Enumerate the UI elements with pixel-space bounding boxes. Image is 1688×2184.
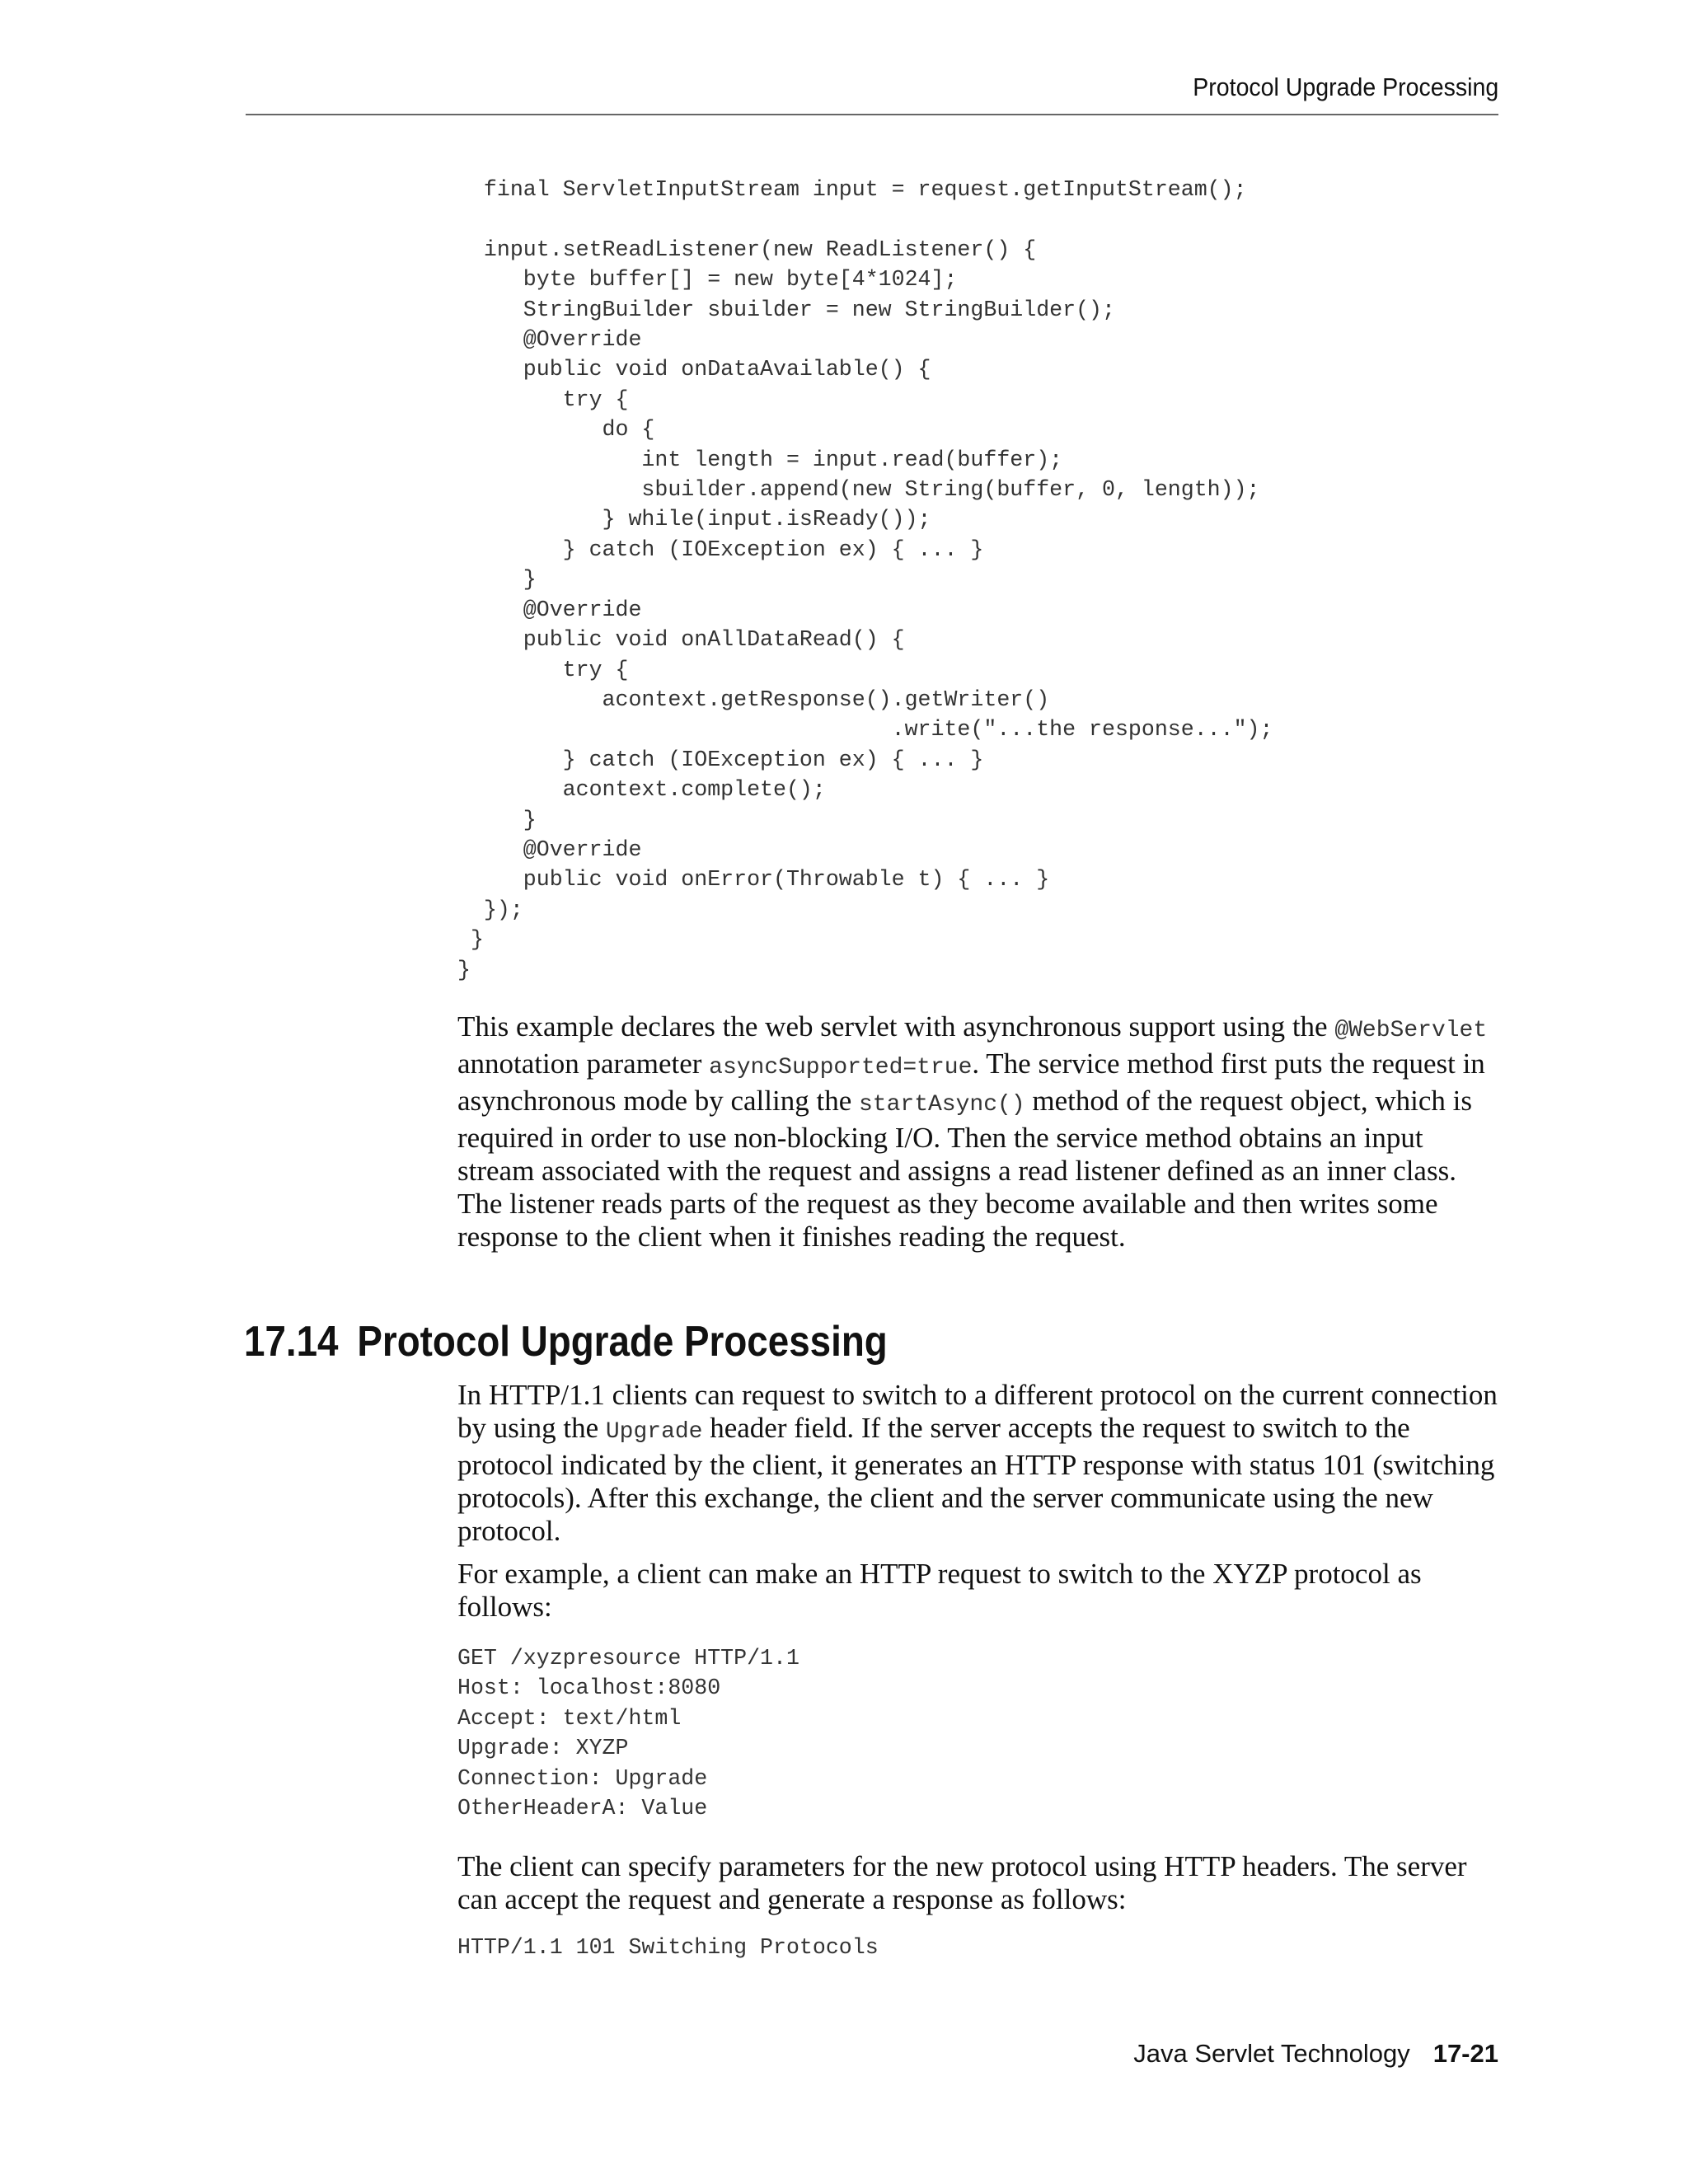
running-header: Protocol Upgrade Processing <box>1193 73 1498 101</box>
header-rule <box>246 114 1498 115</box>
text-span: header field. If the server accepts the request to switch to the protocol indicated by the client, it generates an HTTP response with status 101 (switching protocols). After this exchange, the client and the server communicate using the new protocol. <box>457 1412 1495 1547</box>
text-span: This example declares the web servlet with asynchronous support using the <box>457 1010 1335 1043</box>
code-inline-upgrade: Upgrade <box>605 1419 703 1445</box>
code-inline-start-async: startAsync() <box>858 1092 1025 1118</box>
section-number: 17.14 <box>244 1318 339 1366</box>
code-inline-async-supported: asyncSupported=true <box>709 1055 973 1080</box>
code-listing-servlet: final ServletInputStream input = request.getInputStream(); input.setReadListener(new ReadListener() { byte buffer[] = new byte[4*1024]; StringBuilder sbuilder = new StringBuilder(); @Override public void onDataAvailable() { try { do { int length = input.read(buffer); sbuilder.append(new String(buffer, 0, length)); } while(input.isReady()); } catch (IOException ex) { ... } } @Override public void onAllDataRead() { try { acontext.getResponse().getWriter() .write("...the response..."); } catch (IOException ex) { ... } acontext.complete(); } @Override public void onError(Throwable t) { ... } }); } } <box>457 177 1273 982</box>
section-title: Protocol Upgrade Processing <box>357 1318 888 1366</box>
page-number: 17-21 <box>1432 2039 1498 2068</box>
footer-book-title: Java Servlet Technology <box>1133 2039 1410 2068</box>
page-footer <box>1133 2039 1498 2069</box>
code-listing-http-request: GET /xyzpresource HTTP/1.1 Host: localhost:8080 Accept: text/html Upgrade: XYZP Connection: Upgrade OtherHeaderA: Value <box>457 1646 799 1821</box>
paragraph-async-explanation <box>457 1010 1500 1254</box>
text-span: In HTTP/1.1 clients can request to switch to a different protocol on the current connection by using the <box>457 1379 1498 1444</box>
text-span: method of the request object, which is required in order to use non-blocking I/O. Then the service method obtains an input stream associated with the request and assigns a read listener defined as an inner class. The listener reads parts of the request as they become available and then writes some response to the client when it finishes reading the request. <box>457 1085 1472 1253</box>
code-listing-http-response: HTTP/1.1 101 Switching Protocols <box>457 1935 879 1960</box>
section-heading <box>244 1317 888 1366</box>
paragraph-http-upgrade <box>457 1379 1500 1548</box>
text-span: annotation parameter <box>457 1047 710 1080</box>
paragraph-response-intro: The client can specify parameters for the new protocol using HTTP headers. The server can accept the request and generate a response as follows: <box>457 1850 1467 1915</box>
code-inline-webservlet: @WebServlet <box>1334 1018 1488 1043</box>
paragraph-example-intro: For example, a client can make an HTTP request to switch to the XYZP protocol as follows: <box>457 1558 1422 1623</box>
text-span: . The service method first puts the request in asynchronous mode by calling the <box>457 1047 1485 1117</box>
